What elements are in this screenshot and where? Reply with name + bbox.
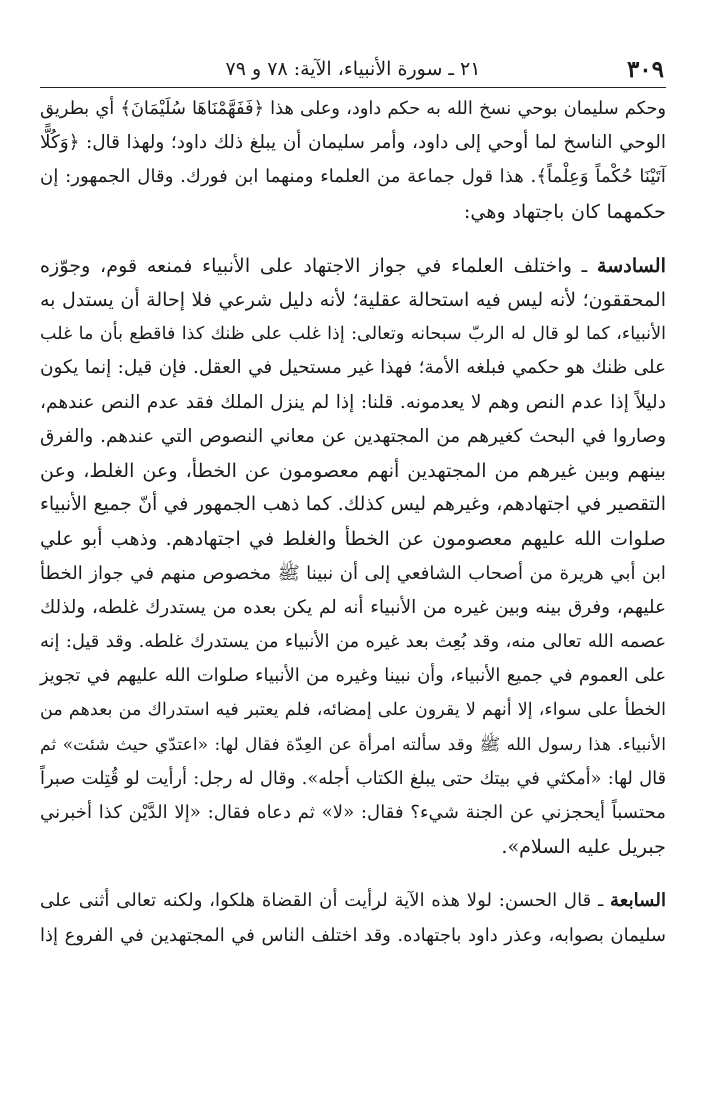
text-line: صلوات الله عليهم معصومون عن الخطأ والغلط في اجتهادهم. وذهب أبو علي — [40, 527, 666, 551]
text-line: سليمان بصوابه، وعذر داود باجتهاده. وقد اختلف الناس في المجتهدين في الفروع إذا — [40, 924, 666, 946]
text-line: قال لها: «أمكثي في بيتك حتى يبلغ الكتاب أجله». وقال له رجل: أرأيت لو قُتِلت صبراً — [40, 767, 666, 789]
text-run: ـ قال الحسن: لولا هذه الآية لرأيت أن القضاة هلكوا، ولكنه تعالى أثنى على — [40, 890, 611, 912]
text-line: آتَيْنَا حُكْماً وَعِلْماً﴾. هذا قول جماعة من العلماء ومنهما ابن فورك. وقال الجمهور: إن — [40, 166, 666, 188]
text-line: الوحي الناسخ لما أوحي إلى داود، وأمر سليمان أن يبلغ ذلك داود؛ ولهذا قال: ﴿وَكُلًّا — [40, 132, 666, 154]
text-line: عصمه الله تعالى منه، وقد بُعِث بعد غيره من الأنبياء من يستدرك غلطه. وقد قيل: إنه — [40, 631, 666, 653]
page-header — [40, 0, 666, 88]
text-line: دليلاً إذا عدم النص وهم لا يعدمونه. قلنا: إذا لم ينزل الملك فقد عدم النص عندهم، — [40, 391, 666, 413]
body-text — [40, 88, 666, 953]
text-line: حكمهما كان باجتهاد وهي: — [463, 199, 666, 223]
text-line: جبريل عليه السلام». — [501, 835, 666, 859]
section-label: السابعة — [610, 890, 666, 912]
text-line: محتسباً أيحجزني عن الجنة شيء؟ فقال: «لا» ثم دعاه فقال: «إلا الدَّيْن كذا أخبرني — [40, 802, 666, 824]
paragraph-2 — [40, 249, 666, 865]
text-line: وحكم سليمان بوحي نسخ الله به حكم داود، وعلى هذا ﴿فَفَهَّمْنَاهَا سُلَيْمَانَ﴾ أي بطريق — [40, 98, 666, 119]
paragraph-3 — [40, 884, 666, 952]
running-title: ٢١ ـ سورة الأنبياء، الآية: ٧٨ و ٧٩ — [225, 58, 481, 80]
text-line: وصاروا في البحث كغيرهم من المجتهدين عن معاني النصوص التي عندهم. والفرق — [40, 425, 666, 447]
text-line: التقصير في اجتهادهم، وغيرهم ليس كذلك. كما ذهب الجمهور في أنّ جميع الأنبياء — [40, 494, 666, 516]
paragraph-1 — [40, 92, 666, 229]
text-line: المحققون؛ لأنه ليس فيه استحالة عقلية؛ لأنه دليل شرعي فلا إحالة أن يستدل به — [40, 289, 666, 312]
text-line — [40, 884, 666, 918]
page-number: ٣٠٩ — [626, 56, 664, 83]
text-line: الخطأ على سواء، إلا أنهم لا يقرون على إمضائه، فلم يعتبر فيه استدراك من بعدهم من — [40, 700, 666, 721]
text-line: الأنبياء. هذا رسول الله ﷺ وقد سألته امرأة عن العِدّة فقال لها: «اعتدّي حيث شئت» ثم — [40, 734, 666, 755]
text-run: ـ واختلف العلماء في جواز الاجتهاد على الأنبياء فمنعه قوم، وجوّزه — [40, 253, 597, 277]
text-line: بينهم وبين غيرهم من المجتهدين أنهم معصومون عن الخطأ، وعن الغلط، وعن — [40, 459, 666, 483]
text-line: عليهم، وفرق بينه وبين غيره من الأنبياء أنه لم يكن بعده من يستدرك غلطه، ولذلك — [40, 596, 666, 618]
text-line: الأنبياء، كما لو قال له الربّ سبحانه وتعالى: إذا غلب على ظنك كذا فاقطع بأن ما غلب — [40, 324, 666, 345]
text-line: ابن أبي هريرة من أصحاب الشافعي إلى أن نبينا ﷺ مخصوص منهم في جواز الخطأ — [40, 562, 666, 584]
text-line: على العموم في جميع الأنبياء، وأن نبينا وغيره من الأنبياء صلوات الله عليهم في تجويز — [40, 665, 666, 687]
section-label: السادسة — [596, 253, 666, 277]
text-line: على ظنك هو حكمي فبلغه الأمة؛ فهذا غير مستحيل في العقل. فإن قيل: إنما يكون — [40, 357, 666, 379]
text-line — [40, 249, 666, 283]
